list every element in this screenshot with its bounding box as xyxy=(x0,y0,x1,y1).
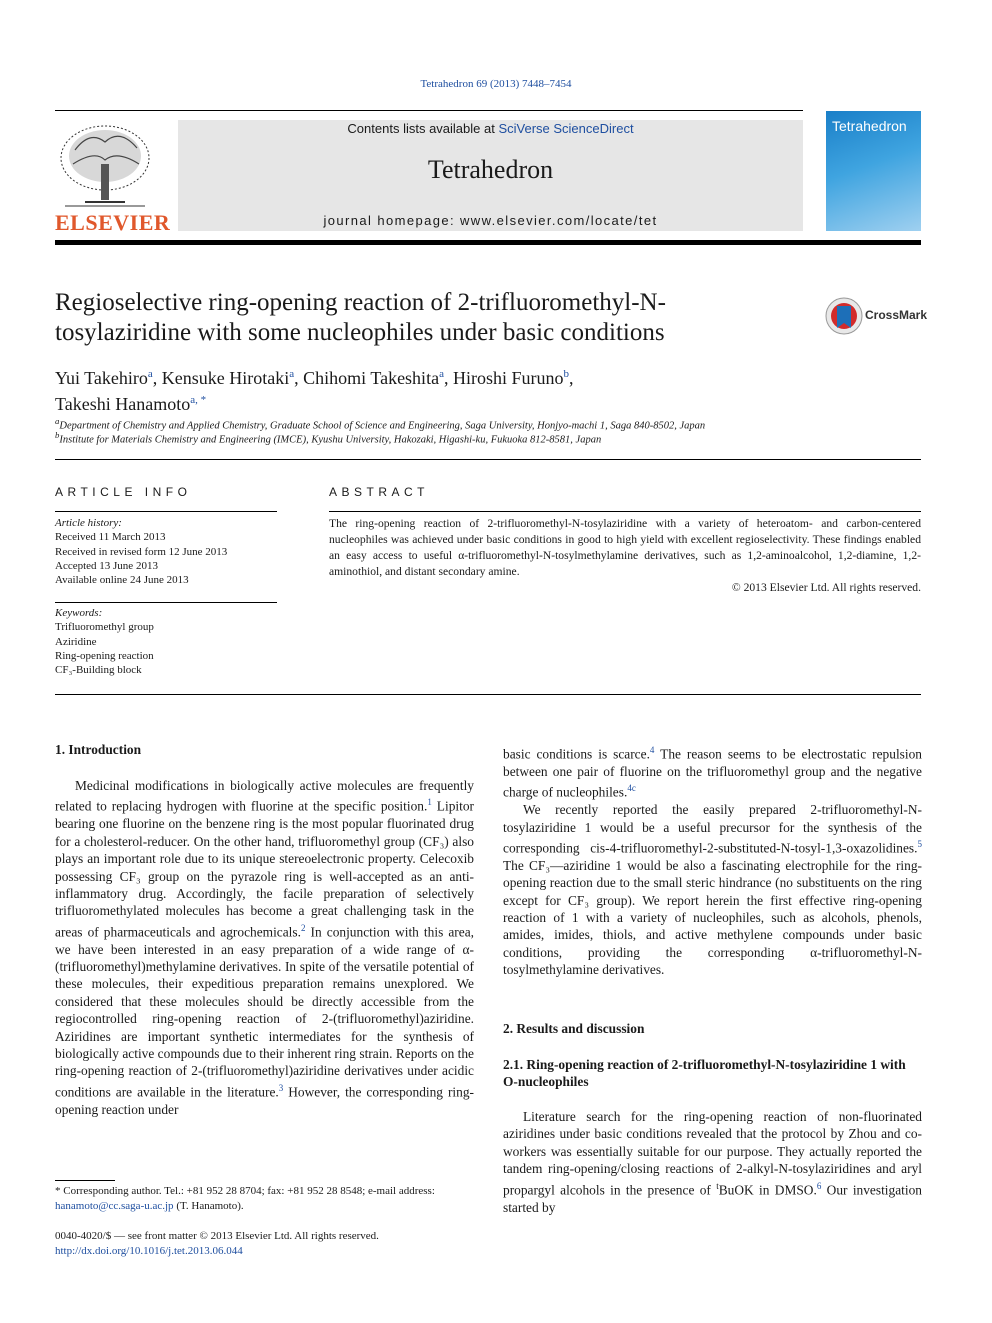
keyword: Aziridine xyxy=(55,635,97,648)
doi-link[interactable]: http://dx.doi.org/10.1016/j.tet.2013.06.044 xyxy=(55,1244,243,1257)
footnote-text: * Corresponding author. Tel.: +81 952 28 8704; fax: +81 952 28 8548; e-mail address: xyxy=(55,1185,435,1197)
author-name[interactable]: Chihomi Takeshita xyxy=(303,368,440,388)
reference-link[interactable]: 4c xyxy=(627,783,636,794)
history-item: Received 11 March 2013 xyxy=(55,531,166,544)
header-thick-rule xyxy=(55,240,921,245)
text-run: In conjunction with this area, we have been interested in an easy preparation of a wide range of α-(trifluoromethyl)methylamine derivatives. In spite of the versatile potential of these molecules, their expeditious preparation remains unexplored. We considered that these molecules should be directly accessible from the regiocontrolled ring-opening reaction of 2-(trifluoromethyl)aziridine. Aziridines are important synthetic intermediates for the synthesis of biologically active compounds due to their inherent ring strain. Reports on the ring-opening reaction of 2-(trifluoromethyl)aziridine derivatives under acidic conditions are available in the literature. xyxy=(55,924,474,1100)
journal-name: Tetrahedron xyxy=(427,155,554,184)
keyword: Ring-opening reaction xyxy=(55,649,154,662)
reference-link[interactable]: 4 xyxy=(649,745,655,755)
issn-line: 0040-4020/$ — see front matter © 2013 Elsevier Ltd. All rights reserved. xyxy=(55,1230,379,1242)
divider xyxy=(55,602,277,603)
contents-line xyxy=(178,121,803,136)
history-item: Received in revised form 12 June 2013 xyxy=(55,545,228,558)
footnote-text: (T. Hanamoto). xyxy=(173,1200,244,1212)
footnote-rule xyxy=(55,1180,115,1181)
body-right-column-continued xyxy=(503,1108,922,1216)
text-run: Medicinal modifications in biologically active molecules are frequently related to replacing hydrogen with fluorine at the specific position. xyxy=(55,778,474,814)
keyword: CF₃-Building block xyxy=(55,664,142,677)
article-title: Regioselective ring-opening reaction of 2-trifluoromethyl-N-tosylaziridine with some nucleophiles under basic conditions xyxy=(55,289,666,346)
author-affil-mark[interactable]: a, * xyxy=(190,394,207,406)
reference-link[interactable]: 2 xyxy=(300,922,306,933)
text-run: basic conditions is scarce. xyxy=(503,746,650,762)
history-item: Accepted 13 June 2013 xyxy=(55,559,158,572)
crossmark-icon[interactable] xyxy=(825,297,863,335)
email-link[interactable]: hanamoto@cc.saga-u.ac.jp xyxy=(55,1200,174,1212)
journal-citation[interactable]: Tetrahedron 69 (2013) 7448–7454 xyxy=(420,78,572,90)
crossmark-label[interactable]: CrossMark xyxy=(865,308,928,322)
reference-link[interactable]: 3 xyxy=(278,1082,284,1093)
superscript: t xyxy=(716,1180,719,1191)
text-run: Literature search for the ring-opening reaction of non-fluorinated aziridines under basic conditions revealed that the protocol by Zhou and co-workers was essentially suitable for our purpose. They actually reported the tandem ring-opening/closing reactions of 2-alkyl-N-tosylaziridines and aryl propargyl alcohols in the presence of xyxy=(503,1109,922,1198)
paragraph xyxy=(503,801,922,979)
divider xyxy=(55,459,921,460)
reference-link[interactable]: 1 xyxy=(427,797,432,808)
abstract-heading: ABSTRACT xyxy=(329,485,430,499)
divider xyxy=(329,511,921,512)
author-list: Yui Takehiro$^a$, Kensuke Hirotaki$^a$, Chihomi Takeshita$^a$, Hiroshi Furuno$^b$, Takeshi Hanamoto$^{a, *}$ xyxy=(55,368,574,414)
article-history xyxy=(55,516,277,587)
affil-label: b xyxy=(55,430,60,440)
author-name[interactable]: Hiroshi Furuno xyxy=(452,368,564,388)
author-affil-mark[interactable]: a xyxy=(289,368,295,380)
cover-title: Tetrahedron xyxy=(832,118,907,134)
section-heading-results: 2. Results and discussion xyxy=(503,1021,645,1036)
paragraph xyxy=(503,1108,922,1216)
history-item: Available online 24 June 2013 xyxy=(55,574,189,587)
divider xyxy=(55,511,277,512)
affil-text: Institute for Materials Chemistry and Engineering (IMCE), Kyushu University, Hakozaki, Higashi-ku, Fukuoka 812-8581, Japan xyxy=(59,434,602,446)
author-affil-mark[interactable]: a xyxy=(147,368,153,380)
keywords-label: Keywords: xyxy=(55,607,103,619)
divider xyxy=(55,694,921,695)
author-name[interactable]: Kensuke Hirotaki xyxy=(161,368,290,388)
reference-link[interactable]: 5 xyxy=(917,838,922,849)
body-right-column xyxy=(503,742,922,979)
section-heading-introduction: 1. Introduction xyxy=(55,742,142,757)
text-run: We recently reported the easily prepared 2-trifluoromethyl-N-tosylaziridine 1 would be a useful precursor for the synthesis of the corresponding cis-4-trifluoromethyl-2-substituted-N-tosyl-1,3-oxazolidines. xyxy=(503,802,922,856)
keywords xyxy=(55,606,277,677)
keyword: Trifluoromethyl group xyxy=(55,621,154,634)
abstract-text: The ring-opening reaction of 2-trifluoromethyl-N-tosylaziridine with a variety of heteroatom- and carbon-centered nucleophiles was achieved under basic conditions in good to high yield with excellent regioselectivity. These findings enabled an easy access to useful α-trifluoromethyl-N-tosylmethylamine derivatives, such as 1,2-aminoalcohol, 1,2-diamine, 1,2-aminothiol, and distant secondary amine. xyxy=(329,517,921,578)
affiliation-b xyxy=(55,430,915,446)
article-info-heading: ARTICLE INFO xyxy=(55,485,192,499)
author-affil-mark[interactable]: a xyxy=(439,368,444,380)
corresponding-author-footnote xyxy=(55,1184,474,1214)
elsevier-wordmark: ELSEVIER xyxy=(55,210,171,235)
abstract-copyright: © 2013 Elsevier Ltd. All rights reserved. xyxy=(731,581,921,594)
text-run: Our investigation started by xyxy=(503,1182,922,1215)
affil-label: a xyxy=(55,416,60,426)
text-run: Lipitor bearing one fluorine on the benzene ring is the most popular fluorinated drug for a cholesterol-reducer. On the other hand, trifluoromethyl group (CF₃) also plays an important role due to its unique stereoelectronic property. Celecoxib possessing CF₃ group on the pyrazole ring is well-accepted as an anti-inflammatory drug. Accordingly, the facile preparation of selectively trifluoromethylated molecules has become a great challenging task in the areas of pharmaceuticals and agrochemicals. xyxy=(55,798,474,940)
text-run: The CF₃—aziridine 1 would be also a fascinating electrophile for the ring-opening reaction due to the small steric hindrance (no substituents on the ring except for CF₃ group). We report herein the first effective ring-opening reaction of 1 with a variety of nucleophiles, such as alcohols, phenols, amides, imides, thiols, and active methylene compounds under basic conditions, providing the corresponding α-trifluoromethyl-N-tosylmethylamine derivatives. xyxy=(503,857,922,978)
paragraph xyxy=(503,742,922,801)
subsection-heading: 2.1. Ring-opening reaction of 2-trifluoromethyl-N-tosylaziridine 1 with O-nucleophiles xyxy=(503,1057,906,1089)
body-left-column xyxy=(55,777,474,1118)
contents-prefix: Contents lists available at xyxy=(347,121,499,136)
journal-homepage[interactable]: journal homepage: www.elsevier.com/locate/tet xyxy=(323,213,658,228)
sciencedirect-link[interactable]: SciVerse ScienceDirect xyxy=(498,121,634,136)
text-run: However, the corresponding ring-opening reaction under xyxy=(55,1084,474,1117)
affil-text: Department of Chemistry and Applied Chemistry, Graduate School of Science and Engineering, Saga University, Honjyo-machi 1, Saga 840-8502, Japan xyxy=(59,420,706,432)
text-run: The reason seems to be electrostatic repulsion between one pair of fluorine on the trifluoromethyl group and the negative charge of nucleophiles. xyxy=(503,746,922,800)
reference-link[interactable]: 6 xyxy=(816,1180,822,1191)
front-matter xyxy=(55,1229,495,1258)
history-label: Article history: xyxy=(55,517,122,529)
header-rule xyxy=(55,110,803,111)
paragraph xyxy=(55,777,474,1118)
author-name[interactable]: Yui Takehiro xyxy=(55,368,148,388)
author-affil-mark[interactable]: b xyxy=(563,368,569,380)
author-name[interactable]: Takeshi Hanamoto xyxy=(55,394,191,414)
text-run: BuOK in DMSO. xyxy=(718,1182,817,1198)
